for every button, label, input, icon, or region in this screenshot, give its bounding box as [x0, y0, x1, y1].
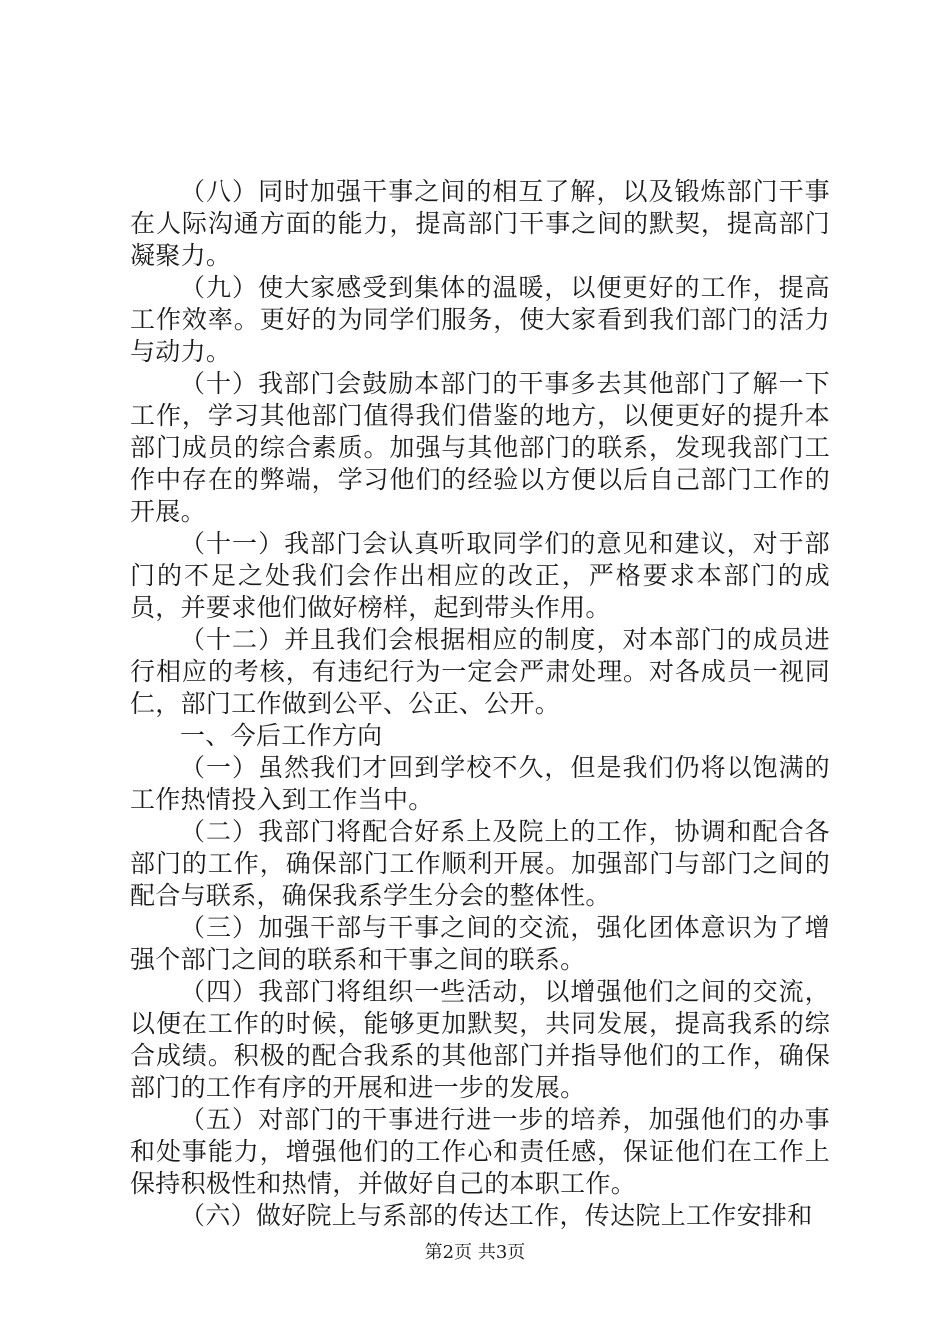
paragraph-12: （十二）并且我们会根据相应的制度，对本部门的成员进行相应的考核，有违纪行为一定会严肃处理。对各成员一视同仁，部门工作做到公平、公正、公开。 — [130, 625, 830, 718]
paragraph-4: （四）我部门将组织一些活动，以增强他们之间的交流，以便在工作的时候，能够更加默契，共同发展，提高我系的综合成绩。积极的配合我系的其他部门并指导他们的工作，确保部门的工作有序的开展和进一步的发展。 — [130, 977, 830, 1102]
paragraph-5: （五）对部门的干事进行进一步的培养，加强他们的办事和处事能力，增强他们的工作心和责任感，保证他们在工作上保持积极性和热情，并做好自己的本职工作。 — [130, 1105, 830, 1198]
paragraph-1: （一）虽然我们才回到学校不久，但是我们仍将以饱满的工作热情投入到工作当中。 — [130, 753, 830, 814]
paragraph-10: （十）我部门会鼓励本部门的干事多去其他部门了解一下工作，学习其他部门值得我们借鉴的地方，以便更好的提升本部门成员的综合素质。加强与其他部门的联系，发现我部门工作中存在的弊端，学习他们的经验以方便以后自己部门工作的开展。 — [130, 369, 830, 526]
paragraph-8: （八）同时加强干事之间的相互了解，以及锻炼部门干事在人际沟通方面的能力，提高部门干事之间的默契，提高部门凝聚力。 — [130, 177, 830, 270]
section-heading: 一、今后工作方向 — [180, 721, 383, 750]
paragraph-11: （十一）我部门会认真听取同学们的意见和建议，对于部门的不足之处我们会作出相应的改正，严格要求本部门的成员，并要求他们做好榜样，起到带头作用。 — [130, 529, 830, 622]
paragraph-3: （三）加强干部与干事之间的交流，强化团体意识为了增强个部门之间的联系和干事之间的联系。 — [130, 913, 830, 974]
paragraph-9: （九）使大家感受到集体的温暖，以便更好的工作，提高工作效率。更好的为同学们服务，使大家看到我们部门的活力与动力。 — [130, 273, 830, 366]
document-body — [130, 176, 830, 1232]
paragraph-2: （二）我部门将配合好系上及院上的工作，协调和配合各部门的工作，确保部门工作顺利开展。加强部门与部门之间的配合与联系，确保我系学生分会的整体性。 — [130, 817, 830, 910]
paragraph-6: （六）做好院上与系部的传达工作，传达院上工作安排和 — [180, 1201, 813, 1230]
page-number-footer: 第2页 共3页 — [424, 1242, 526, 1263]
